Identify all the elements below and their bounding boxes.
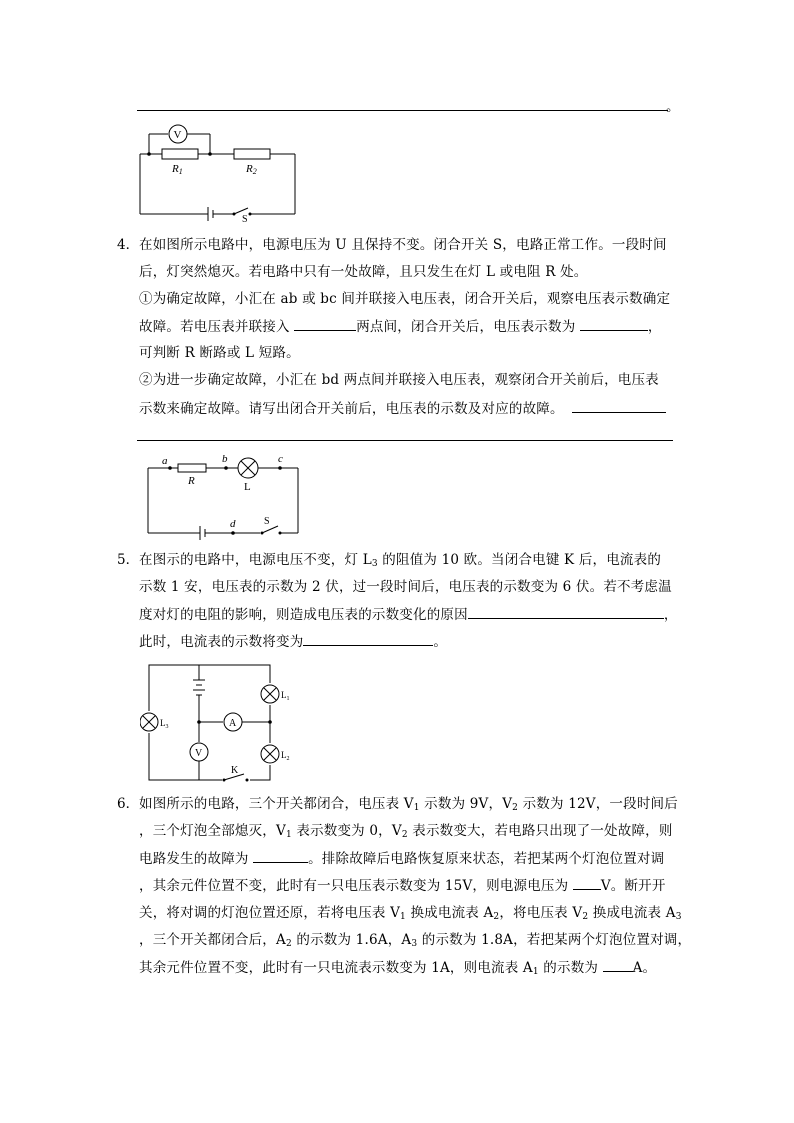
switch-label: K xyxy=(231,765,239,776)
answer-blank[interactable] xyxy=(573,875,601,890)
answer-line[interactable] xyxy=(137,440,673,441)
answer-blank[interactable] xyxy=(294,316,356,331)
answer-blank[interactable] xyxy=(603,957,633,972)
circuit-figure-q4 xyxy=(140,450,310,540)
junction-dot xyxy=(231,531,235,535)
junction-dot xyxy=(278,466,282,470)
q4-line-4: 故障。若电压表并联接入 两点间，闭合开关后，电压表示数为 ， xyxy=(139,316,662,337)
q4-line-2: 后，灯突然熄灭。若电路中只有一处故障，且只发生在灯 L 或电阻 R 处。 xyxy=(139,264,588,280)
answer-blank[interactable] xyxy=(468,604,664,619)
voltmeter-label: V xyxy=(173,129,182,141)
q5-number: 5． xyxy=(117,552,140,568)
r2-label: R2 xyxy=(246,163,257,176)
lamp-l3-label: $L_3$ xyxy=(160,718,169,730)
q6-line-4: ，其余元件位置不变，此时有一只电压表示数变为 15V，则电源电压为 V。断开开 xyxy=(139,875,666,896)
switch-contact xyxy=(223,779,226,782)
lamp-l1-label: $L_1$ xyxy=(281,690,290,702)
switch-contact xyxy=(249,213,252,216)
node-label-d: d xyxy=(230,518,236,530)
q6-line-7: 其余元件位置不变，此时有一只电流表示数变为 1A，则电流表 $A_1$ 的示数为 A。 xyxy=(139,957,656,978)
junction-dot xyxy=(168,466,172,470)
lamp-l2-label: $L_2$ xyxy=(281,750,290,762)
q5-line-2: 示数 1 安，电压表的示数为 2 伏，过一段时间后，电压表的示数变为 6 伏。若不考虑温 xyxy=(139,579,672,595)
lamp-label: L xyxy=(244,481,251,493)
ammeter-label: A xyxy=(229,718,237,729)
q6-line-1: 如图所示的电路，三个开关都闭合，电压表 $V_1$ 示数为 9V，$V_2$ 示数为 12V，一段时间后 xyxy=(139,796,678,813)
q6-line-5: 关，将对调的灯泡位置还原，若将电压表 $V_1$ 换成电流表 $A_2$，将电压表 $V_2$ 换成电流表 $A_3$ xyxy=(139,905,682,922)
answer-line-top xyxy=(137,110,668,111)
junction-dot xyxy=(208,152,212,156)
q4-line-5: 可判断 R 断路或 L 短路。 xyxy=(139,345,300,361)
switch-contact xyxy=(246,779,249,782)
switch-label: S xyxy=(242,214,248,222)
q4-line-1: 在如图所示电路中，电源电压为 U 且保持不变。闭合开关 S，电路正常工作。一段时间 xyxy=(139,237,667,253)
answer-blank[interactable] xyxy=(303,631,433,646)
switch-label: S xyxy=(264,516,270,527)
q4-line-3: ①为确定故障，小汇在 ab 或 bc 间并联接入电压表，闭合开关后，观察电压表示数确定 xyxy=(139,291,671,307)
junction-dot xyxy=(197,720,201,724)
r1-label: R1 xyxy=(172,163,183,176)
q4-line-6: ②为进一步确定故障，小汇在 bd 两点间并联接入电压表，观察闭合开关前后，电压表 xyxy=(139,372,659,388)
circuit-figure-q3 xyxy=(132,122,302,222)
node-label-a: a xyxy=(162,455,168,467)
junction-dot xyxy=(268,720,272,724)
switch-contact xyxy=(233,213,236,216)
junction-dot xyxy=(147,152,151,156)
circuit-figure-q5 xyxy=(140,660,290,786)
q5-line-1: 在图示的电路中，电源电压不变，灯 $L_3$ 的阻值为 10 欧。当闭合电键 K 后，电流表的 xyxy=(139,552,662,569)
q6-line-2: ，三个灯泡全部熄灭，$V_1$ 表示数变为 0，$V_2$ 表示数变大，若电路只出现了一处故障，则 xyxy=(139,823,673,840)
resistor-label: R xyxy=(188,475,195,487)
top-end-mark: 。 xyxy=(666,99,680,115)
q6-number: 6． xyxy=(117,796,140,812)
q6-line-6: ，三个开关都闭合后，$A_2$ 的示数为 1.6A，$A_3$ 的示数为 1.8A，若把某两个灯泡位置对调， xyxy=(139,932,692,949)
answer-blank[interactable] xyxy=(572,398,666,413)
voltmeter-label: V xyxy=(195,748,203,759)
switch-contact xyxy=(279,532,282,535)
q6-line-3: 电路发生的故障为 。排除故障后电路恢复原来状态，若把某两个灯泡位置对调 xyxy=(139,848,664,869)
node-label-c: c xyxy=(278,453,283,465)
q4-number: 4． xyxy=(117,237,140,253)
node-label-b: b xyxy=(222,453,228,465)
q5-line-3: 度对灯的电阻的影响，则造成电压表的示数变化的原因 ， xyxy=(139,604,678,625)
answer-blank[interactable] xyxy=(580,316,648,331)
q5-line-4: 此时，电流表的示数将变为 。 xyxy=(139,631,447,652)
q4-line-7: 示数来确定故障。请写出闭合开关前后，电压表的示数及对应的故障。 xyxy=(139,398,666,419)
junction-dot xyxy=(224,466,228,470)
switch-contact xyxy=(261,532,264,535)
answer-blank[interactable] xyxy=(253,848,308,863)
